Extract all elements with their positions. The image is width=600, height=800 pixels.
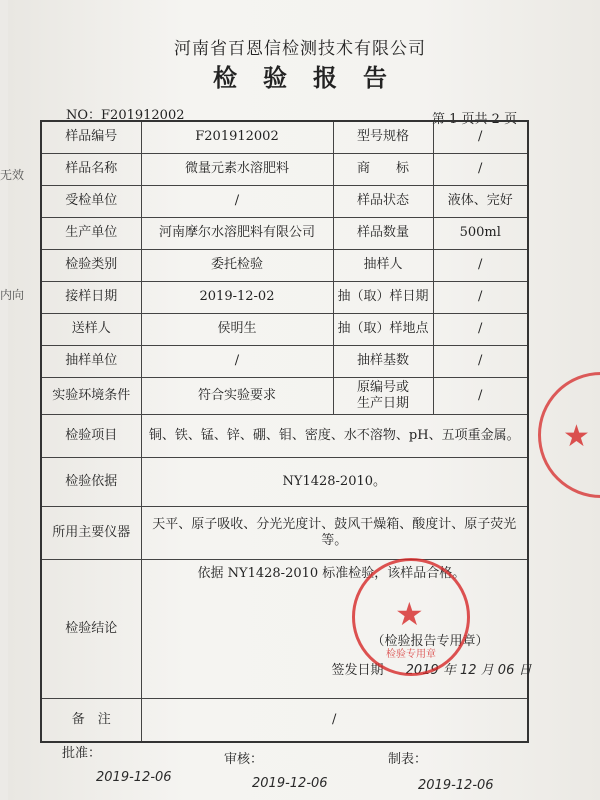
row-category	[41, 250, 528, 282]
row-sample-name	[41, 154, 528, 186]
orig-label	[333, 378, 433, 415]
report-number: NO：F201912002	[66, 108, 185, 123]
env-label: 实验环境条件	[41, 378, 141, 415]
inspection-seal	[352, 558, 470, 676]
edge-fragment-a: 无效	[0, 168, 25, 182]
brand-value: /	[433, 154, 528, 186]
sampling-date-label: 抽（取）样日期	[333, 282, 433, 314]
issue-date-label: 签发日期	[331, 663, 384, 678]
orig-label-line2: 生产日期	[356, 396, 409, 411]
sampling-base-value: /	[433, 346, 528, 378]
instruments-label: 所用主要仪器	[41, 507, 141, 560]
orig-value: /	[433, 378, 528, 415]
conclusion-cell	[141, 560, 532, 699]
items-value: 铜、铁、锰、锌、硼、钼、密度、水不溶物、pH、五项重金属。	[141, 415, 528, 458]
seal-text: 检验专用章	[386, 649, 436, 660]
quantity-value: 500ml	[433, 218, 528, 250]
page-info: 第 1 页共 2 页	[432, 112, 518, 127]
issue-date-value: 2019 年 12 月 06 日	[405, 663, 532, 678]
row-sample-no	[41, 121, 528, 154]
producer-label: 生产单位	[41, 218, 141, 250]
conclusion-text: 依据 NY1428-2010 标准检验，该样品合格。	[197, 566, 466, 581]
review-label: 审核：	[224, 752, 264, 767]
row-inspected-unit	[41, 186, 528, 218]
sample-state-label: 样品状态	[333, 186, 433, 218]
brand-label: 商 标	[333, 154, 433, 186]
remarks-label: 备 注	[41, 699, 141, 743]
sample-name-label: 样品名称	[41, 154, 141, 186]
row-sampling-unit	[41, 346, 528, 378]
sampling-place-value: /	[433, 314, 528, 346]
sample-no-label: 样品编号	[41, 121, 141, 154]
sampling-base-label: 抽样基数	[333, 346, 433, 378]
prepare-label: 制表：	[388, 752, 428, 767]
approve-label: 批准：	[62, 746, 102, 761]
received-date-value: 2019-12-02	[141, 282, 333, 314]
row-producer	[41, 218, 528, 250]
report-title: 检验报告	[213, 63, 413, 92]
received-date-label: 接样日期	[41, 282, 141, 314]
deliverer-value: 侯明生	[141, 314, 333, 346]
company-name: 河南省百恩信检测技术有限公司	[174, 39, 426, 59]
instruments-value: 天平、原子吸收、分光光度计、鼓风干燥箱、酸度计、原子荧光等。	[141, 507, 528, 560]
row-items	[41, 415, 528, 458]
approve-date: 2019-12-06	[96, 770, 172, 785]
row-basis	[41, 458, 528, 507]
sampling-unit-label: 抽样单位	[41, 346, 141, 378]
deliverer-label: 送样人	[41, 314, 141, 346]
review-date: 2019-12-06	[252, 776, 328, 791]
sampler-label: 抽样人	[333, 250, 433, 282]
conclusion-label: 检验结论	[41, 560, 141, 699]
sampling-unit-value: /	[141, 346, 333, 378]
category-value: 委托检验	[141, 250, 333, 282]
model-value: /	[433, 121, 528, 154]
row-received-date	[41, 282, 528, 314]
model-label: 型号规格	[333, 121, 433, 154]
basis-value: NY1428-2010。	[141, 458, 528, 507]
edge-fragment-b: 内向	[0, 288, 25, 302]
row-instruments	[41, 507, 528, 560]
row-remarks	[41, 699, 528, 743]
sample-state-value: 液体、完好	[433, 186, 528, 218]
env-value: 符合实验要求	[141, 378, 333, 415]
orig-label-line1: 原编号或	[356, 379, 409, 395]
sampling-date-value: /	[433, 282, 528, 314]
inspected-unit-value: /	[141, 186, 333, 218]
sampler-value: /	[433, 250, 528, 282]
inspected-unit-label: 受检单位	[41, 186, 141, 218]
side-seal-star-icon: ★	[563, 419, 590, 454]
category-label: 检验类别	[41, 250, 141, 282]
sample-name-value: 微量元素水溶肥料	[141, 154, 333, 186]
row-deliverer	[41, 314, 528, 346]
row-environment	[41, 378, 528, 415]
items-label: 检验项目	[41, 415, 141, 458]
sample-no-value: F201912002	[141, 121, 333, 154]
prepare-date: 2019-12-06	[418, 778, 494, 793]
producer-value: 河南摩尔水溶肥料有限公司	[141, 218, 333, 250]
seal-star-icon: ★	[395, 595, 424, 633]
sampling-place-label: 抽（取）样地点	[333, 314, 433, 346]
conclusion-stamp-note: （检验报告专用章）	[371, 634, 489, 649]
quantity-label: 样品数量	[333, 218, 433, 250]
basis-label: 检验依据	[41, 458, 141, 507]
remarks-value: /	[141, 699, 528, 743]
